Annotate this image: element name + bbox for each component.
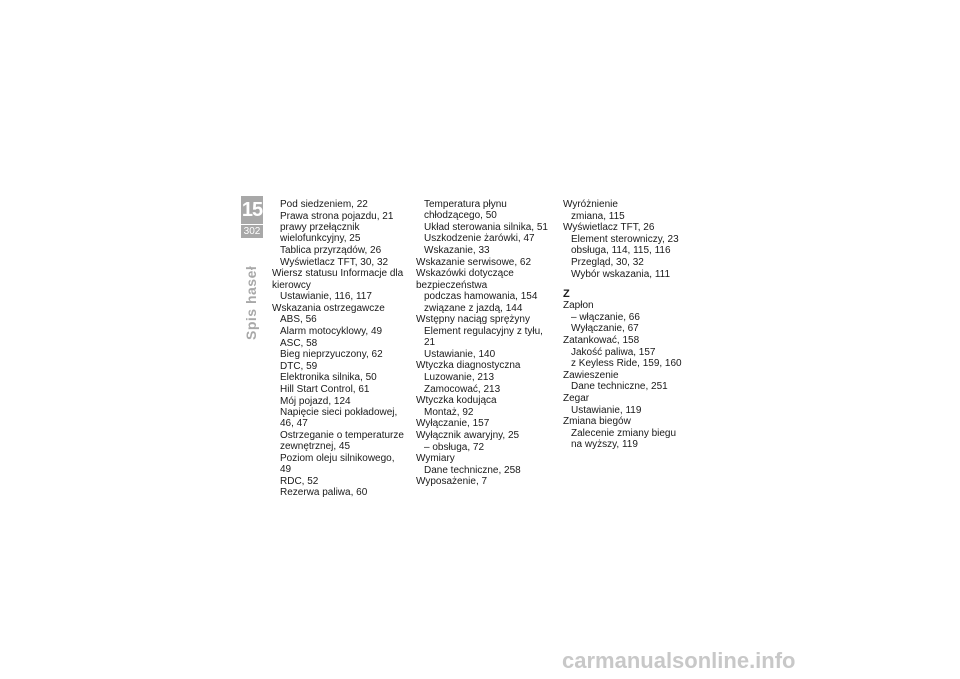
index-entry: Zapłon — [563, 300, 594, 312]
index-entry: Wtyczka kodująca — [416, 395, 497, 407]
index-subentry: ABS, 56 — [280, 314, 317, 326]
index-subentry: Ustawianie, 119 — [571, 404, 642, 416]
chapter-tab — [241, 196, 263, 238]
index-subentry: Ostrzeganie o temperaturze zewnętrznej, 45 — [280, 429, 404, 453]
index-entry: Wymiary — [416, 453, 455, 465]
index-subentry: Mój pojazd, 124 — [280, 395, 351, 407]
index-column-3 — [563, 199, 688, 451]
index-subentry: Zamocować, 213 — [424, 383, 501, 395]
index-subentry: Luzowanie, 213 — [424, 372, 495, 384]
index-subentry: Wskazanie, 33 — [424, 245, 490, 257]
index-subentry: Poziom oleju silnikowego, 49 — [280, 452, 395, 476]
index-subentry: Wybór wskazania, 111 — [571, 268, 671, 280]
index-subentry: Zalecenie zmiany biegu na wyższy, 119 — [571, 427, 677, 450]
index-subentry: z Keyless Ride, 159, 160 — [571, 358, 682, 370]
index-subentry: Układ sterowania silnika, 51 — [424, 221, 548, 233]
index-subentry: Rezerwa paliwa, 60 — [280, 487, 368, 499]
index-subentry: Montaż, 92 — [424, 406, 474, 418]
index-subentry: Uszkodzenie żarówki, 47 — [424, 233, 535, 245]
index-subentry: DTC, 59 — [280, 360, 318, 372]
index-subentry: Ustawianie, 140 — [424, 348, 496, 360]
index-subentry: Wyświetlacz TFT, 30, 32 — [280, 256, 389, 268]
page-number: 302 — [241, 225, 263, 238]
index-entry: Wskazanie serwisowe, 62 — [416, 256, 532, 268]
index-subentry: Hill Start Control, 61 — [280, 383, 370, 395]
index-entry: Wyłącznik awaryjny, 25 — [416, 429, 520, 441]
index-entry: Wskazania ostrzegawcze — [272, 302, 385, 314]
index-entry: Wiersz statusu Informacje dla kierowcy — [272, 268, 404, 291]
index-subentry: Alarm motocyklowy, 49 — [280, 325, 383, 337]
index-entry: Zmiana biegów — [563, 416, 631, 428]
index-subentry: Elektronika silnika, 50 — [280, 372, 377, 384]
index-entry: Wyróżnienie — [563, 199, 618, 210]
index-entry: Wyposażenie, 7 — [416, 476, 488, 488]
index-subentry: obsługa, 114, 115, 116 — [571, 245, 671, 257]
index-subentry: Dane techniczne, 251 — [571, 381, 668, 393]
index-column-1 — [272, 199, 407, 499]
index-subentry: Pod siedzeniem, 22 — [280, 199, 368, 210]
index-entry: Zegar — [563, 392, 590, 404]
index-entry: Zawieszenie — [563, 369, 619, 381]
watermark: carmanualsonline.info — [562, 648, 796, 673]
index-entry: Wstępny naciąg sprężyny — [416, 314, 530, 326]
index-subentry: Bieg nieprzyuczony, 62 — [280, 349, 383, 361]
section-title: Spis haseł — [243, 265, 259, 340]
index-subentry: podczas hamowania, 154 — [424, 291, 538, 303]
index-subentry: Element sterowniczy, 23 — [571, 233, 679, 245]
index-subentry: – włączanie, 66 — [571, 311, 640, 323]
index-subentry: – obsługa, 72 — [424, 441, 485, 453]
index-entry: Wyświetlacz TFT, 26 — [563, 222, 655, 234]
chapter-number: 15 — [241, 196, 263, 224]
index-subentry: Dane techniczne, 258 — [424, 464, 521, 476]
index-entry: Wtyczka diagnostyczna — [416, 360, 521, 372]
index-letter-heading: Z — [563, 287, 570, 300]
index-subentry: Jakość paliwa, 157 — [571, 346, 656, 358]
index-subentry: związane z jazdą, 144 — [424, 302, 523, 314]
index-subentry: Ustawianie, 116, 117 — [280, 291, 372, 303]
index-subentry: Element regulacyjny z tyłu, 21 — [424, 325, 543, 349]
index-entry: Wskazówki dotyczące bezpieczeństwa — [416, 268, 514, 291]
index-subentry: RDC, 52 — [280, 475, 319, 487]
index-subentry: Przegląd, 30, 32 — [571, 256, 644, 268]
index-subentry: ASC, 58 — [280, 337, 318, 349]
index-entry: Zatankować, 158 — [563, 334, 640, 346]
index-subentry: Temperatura płynu chłodzącego, 50 — [424, 199, 507, 222]
index-subentry: prawy przełącznik wielofunkcyjny, 25 — [280, 222, 361, 245]
index-entry: Wyłączanie, 157 — [416, 418, 490, 430]
index-subentry: Prawa strona pojazdu, 21 — [280, 210, 394, 222]
index-subentry: Tablica przyrządów, 26 — [280, 245, 382, 257]
index-column-2 — [416, 199, 554, 488]
index-subentry: Wyłączanie, 67 — [571, 323, 639, 335]
index-subentry: zmiana, 115 — [571, 210, 625, 222]
index-subentry: Napięcie sieci pokładowej, 46, 47 — [280, 407, 398, 430]
